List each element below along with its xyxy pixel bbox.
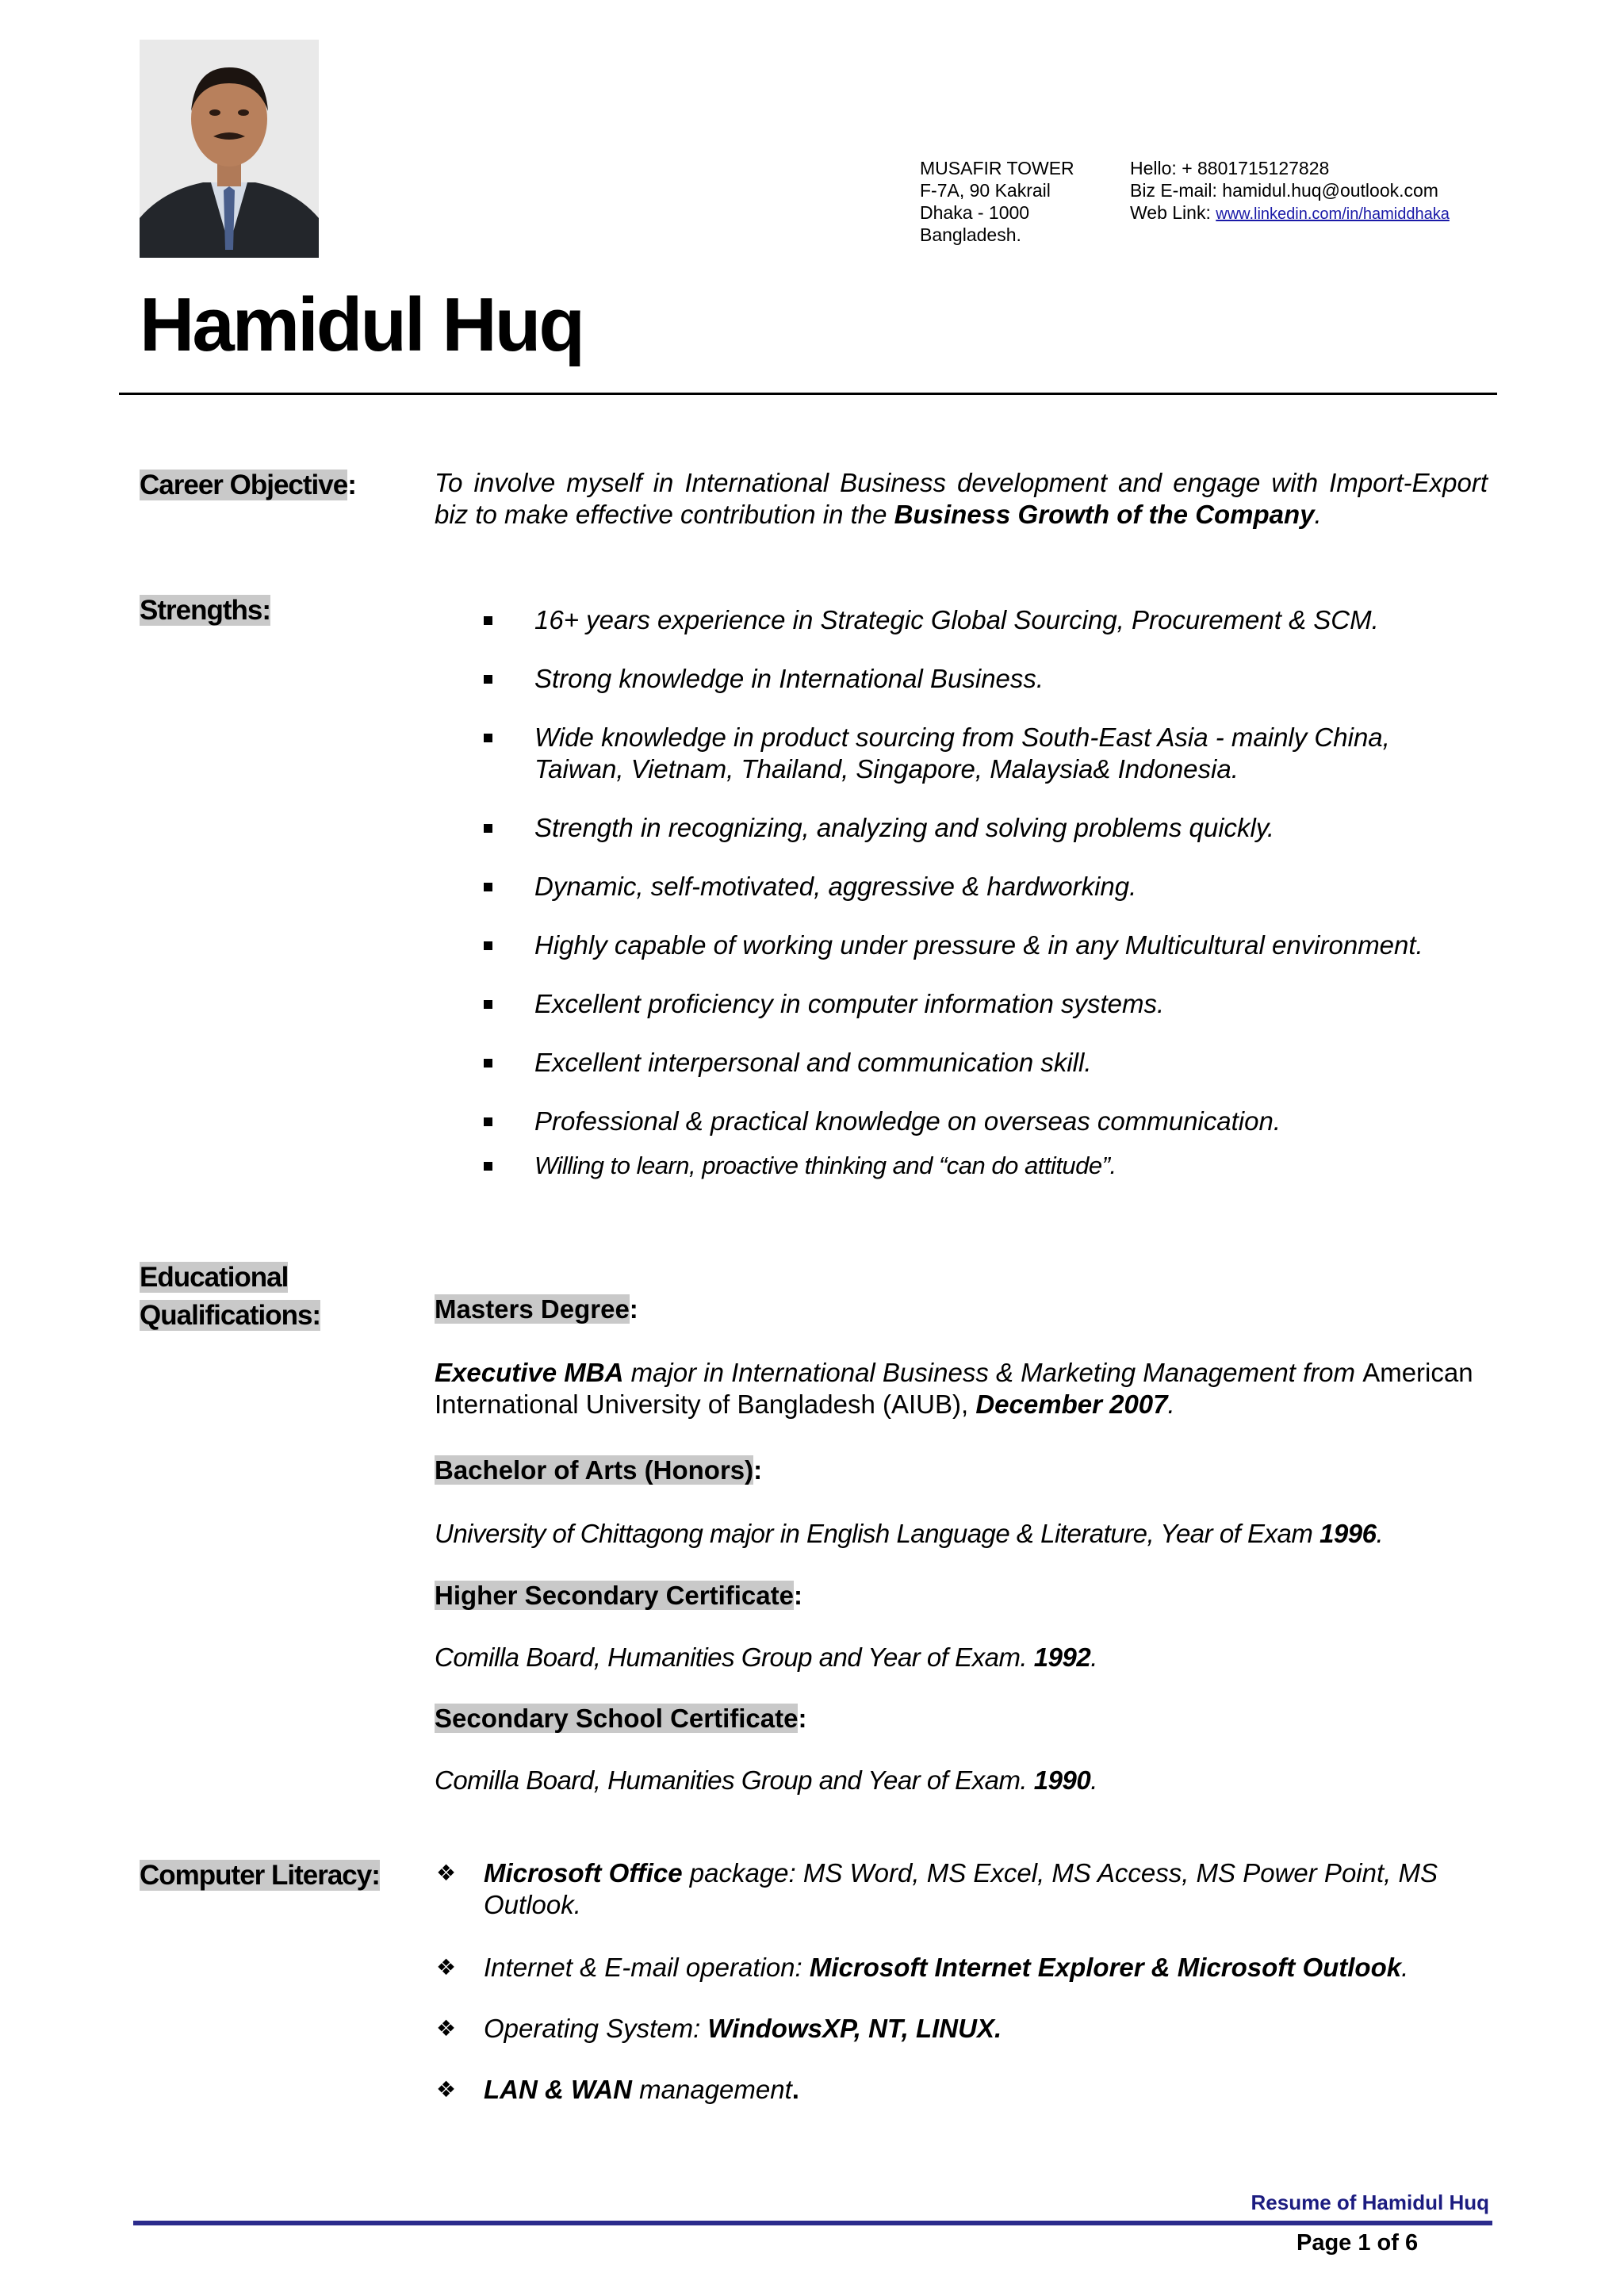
list-item bbox=[485, 1047, 1500, 1079]
address-line: Dhaka - 1000 bbox=[920, 202, 1030, 223]
strength-text: Excellent proficiency in computer information systems. bbox=[534, 989, 1165, 1018]
masters-text bbox=[435, 1357, 1488, 1420]
hsc-year: 1992 bbox=[1033, 1642, 1091, 1672]
strength-text: Dynamic, self-motivated, aggressive & hardworking. bbox=[534, 872, 1137, 901]
masters-label: Masters Degree bbox=[435, 1294, 630, 1324]
list-item bbox=[485, 988, 1500, 1020]
list-item bbox=[435, 2013, 1497, 2045]
strength-text: Wide knowledge in product sourcing from South-East Asia - mainly China, Taiwan, Vietnam, Thailand, Singapore, Malaysia& Indonesia. bbox=[534, 723, 1390, 784]
ba-text bbox=[435, 1518, 1383, 1550]
address-line: MUSAFIR TOWER bbox=[920, 158, 1074, 178]
diamond-bullet-icon: ❖ bbox=[436, 1861, 457, 1885]
strength-text: Highly capable of working under pressure & in any Multicultural environment. bbox=[534, 930, 1423, 960]
computer-item-bold: Microsoft Office bbox=[484, 1858, 683, 1888]
education-label-2: Qualifications: bbox=[140, 1300, 321, 1331]
heading-colon: : bbox=[629, 1294, 638, 1324]
square-bullet-icon bbox=[484, 883, 492, 891]
square-bullet-icon bbox=[484, 1000, 492, 1009]
diamond-bullet-icon: ❖ bbox=[436, 2016, 457, 2041]
square-bullet-icon bbox=[484, 941, 492, 950]
square-bullet-icon bbox=[484, 824, 492, 833]
square-bullet-icon bbox=[484, 675, 492, 684]
computer-item-text: package: MS Word, MS Excel, MS Access, MS Power Point, MS Outlook. bbox=[484, 1858, 1438, 1919]
hsc-text bbox=[435, 1642, 1097, 1673]
diamond-bullet-icon: ❖ bbox=[436, 2077, 457, 2102]
list-item bbox=[485, 812, 1500, 844]
heading-colon: : bbox=[753, 1455, 763, 1485]
ssc-end: . bbox=[1090, 1765, 1097, 1795]
computer-item-end: . bbox=[791, 2075, 799, 2104]
career-text: To involve myself in International Business development and engage with Import-Export biz to make effective contribution in the bbox=[435, 468, 1488, 529]
ssc-text bbox=[435, 1765, 1097, 1796]
strength-text: Professional & practical knowledge on overseas communication. bbox=[534, 1106, 1281, 1136]
masters-university: American International University of Bangladesh (AIUB), bbox=[435, 1358, 1473, 1419]
list-item bbox=[485, 1106, 1500, 1137]
heading-colon: : bbox=[347, 470, 356, 500]
ssc-detail: Comilla Board, Humanities Group and Year of Exam. bbox=[435, 1765, 1034, 1795]
ba-title bbox=[435, 1453, 762, 1488]
strength-text: 16+ years experience in Strategic Global Sourcing, Procurement & SCM. bbox=[534, 605, 1379, 634]
computer-item-text: management bbox=[631, 2075, 792, 2104]
strength-text: Strength in recognizing, analyzing and solving problems quickly. bbox=[534, 813, 1275, 842]
hsc-label: Higher Secondary Certificate bbox=[435, 1581, 794, 1610]
footer-divider bbox=[133, 2221, 1492, 2225]
computer-item-text: Internet & E-mail operation: bbox=[484, 1953, 810, 1982]
list-item bbox=[435, 1952, 1497, 1984]
address-block bbox=[920, 157, 1074, 246]
address-line: F-7A, 90 Kakrail bbox=[920, 180, 1051, 201]
list-item bbox=[485, 930, 1500, 961]
computer-item-end: . bbox=[1401, 1953, 1409, 1982]
strength-text: Excellent interpersonal and communication skill. bbox=[534, 1048, 1092, 1077]
masters-major: major in International Business & Marketing Management from bbox=[623, 1358, 1363, 1387]
square-bullet-icon bbox=[484, 1117, 492, 1126]
contact-block bbox=[1130, 157, 1450, 225]
hsc-title bbox=[435, 1578, 802, 1613]
square-bullet-icon bbox=[484, 616, 492, 625]
list-item bbox=[485, 1150, 1500, 1182]
ssc-label: Secondary School Certificate bbox=[435, 1704, 799, 1733]
list-item bbox=[435, 2074, 1497, 2106]
page-number: Page 1 of 6 bbox=[1297, 2230, 1419, 2256]
ba-end: . bbox=[1376, 1519, 1384, 1548]
strength-text: Strong knowledge in International Business. bbox=[534, 664, 1044, 693]
masters-degree: Executive MBA bbox=[435, 1358, 624, 1387]
strength-text: Willing to learn, proactive thinking and “can do attitude”. bbox=[534, 1152, 1116, 1179]
square-bullet-icon bbox=[484, 1162, 492, 1171]
header-divider bbox=[119, 393, 1497, 395]
profile-photo bbox=[140, 40, 319, 258]
ba-label: Bachelor of Arts (Honors) bbox=[435, 1455, 754, 1485]
linkedin-link[interactable]: www.linkedin.com/in/hamiddhaka bbox=[1216, 205, 1450, 223]
education-heading bbox=[140, 1259, 320, 1335]
footer-title: Resume of Hamidul Huq bbox=[1251, 2191, 1489, 2214]
candidate-name: Hamidul Huq bbox=[140, 282, 583, 367]
phone-line: Hello: + 8801715127828 bbox=[1130, 158, 1330, 178]
career-objective-label: Career Objective bbox=[140, 470, 348, 500]
heading-colon: : bbox=[798, 1704, 807, 1733]
list-item bbox=[485, 604, 1500, 636]
ssc-title bbox=[435, 1701, 806, 1736]
address-line: Bangladesh. bbox=[920, 224, 1021, 245]
ba-detail: University of Chittagong major in English Language & Literature, Year of Exam bbox=[435, 1519, 1320, 1548]
list-item bbox=[485, 871, 1500, 903]
email-line: Biz E-mail: hamidul.huq@outlook.com bbox=[1130, 180, 1438, 201]
education-label-1: Educational bbox=[140, 1262, 289, 1293]
computer-literacy-label: Computer Literacy: bbox=[140, 1860, 380, 1891]
list-item bbox=[435, 1857, 1497, 1921]
computer-literacy-heading bbox=[140, 1857, 380, 1895]
hsc-end: . bbox=[1090, 1642, 1097, 1672]
diamond-bullet-icon: ❖ bbox=[436, 1955, 457, 1980]
hsc-detail: Comilla Board, Humanities Group and Year of Exam. bbox=[435, 1642, 1034, 1672]
list-item bbox=[485, 663, 1500, 695]
computer-item-bold: LAN & WAN bbox=[484, 2075, 632, 2104]
strengths-label: Strengths: bbox=[140, 595, 270, 626]
career-objective-heading bbox=[140, 466, 356, 504]
ba-year: 1996 bbox=[1320, 1519, 1377, 1548]
masters-end: . bbox=[1167, 1389, 1175, 1419]
heading-colon: : bbox=[793, 1581, 802, 1610]
list-item bbox=[485, 722, 1469, 785]
web-line bbox=[1130, 201, 1450, 225]
career-text-end: . bbox=[1314, 500, 1322, 529]
career-objective-text bbox=[435, 467, 1488, 531]
computer-item-bold: WindowsXP, NT, LINUX. bbox=[707, 2014, 1002, 2043]
web-label: Web Link: bbox=[1130, 202, 1216, 223]
square-bullet-icon bbox=[484, 734, 492, 742]
ssc-year: 1990 bbox=[1033, 1765, 1091, 1795]
masters-date: December 2007 bbox=[975, 1389, 1168, 1419]
strengths-heading bbox=[140, 592, 270, 630]
square-bullet-icon bbox=[484, 1059, 492, 1068]
career-text-bold: Business Growth of the Company bbox=[894, 500, 1315, 529]
computer-item-text: Operating System: bbox=[484, 2014, 708, 2043]
computer-item-bold: Microsoft Internet Explorer & Microsoft Outlook bbox=[809, 1953, 1402, 1982]
masters-title bbox=[435, 1292, 638, 1327]
